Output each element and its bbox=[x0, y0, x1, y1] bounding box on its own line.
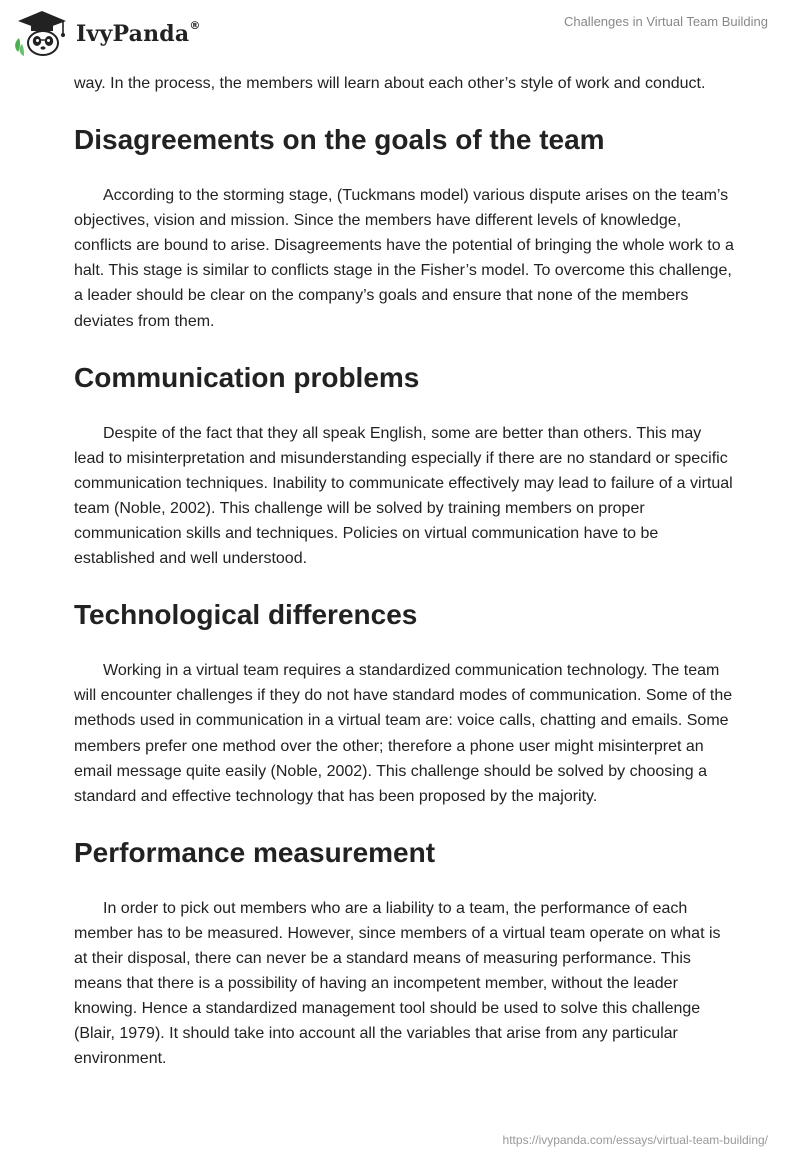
document-title: Challenges in Virtual Team Building bbox=[563, 14, 768, 29]
section-body-technology: Working in a virtual team requires a standardized communication technology. The team will encounter challenges if they do not have standard modes of communication. Some of the methods used in communication in a virtual team are: voice calls, chatting and emails. Some members prefer one method over the other; therefore a phone user might misinterpret an email message quite easily (Noble, 2002). This challenge should be solved by choosing a standard and effective technology that has been proposed by the majority. bbox=[74, 662, 733, 805]
section-body-communication: Despite of the fact that they all speak English, some are better than others. This may lead to misinterpretation and misunderstanding especially if there are no standard or specific communication techniques. Inability to communicate effectively may lead to failure of a virtual team (Noble, 2002). This challenge will be solved by training members on proper communication skills and techniques. Policies on virtual communication have to be established and well understood. bbox=[74, 424, 733, 568]
registered-mark: ® bbox=[189, 19, 201, 32]
panda-graduate-icon bbox=[14, 8, 70, 58]
section-heading-performance: Performance measurement bbox=[74, 836, 436, 868]
section-body-performance: In order to pick out members who are a liability to a team, the performance of each member has to be measured. However, since members of a virtual team operate on what is at their disposal, there can never be a standard means of measuring performance. This means that there is a possibility of having an incompetent member, without the leader knowing. Hence a standardized management tool should be used to solve this challenge (Blair, 1979). It should take into account all the variables that arise from any particular environment. bbox=[74, 899, 721, 1068]
section-heading-communication: Communication problems bbox=[74, 361, 420, 393]
page-header bbox=[0, 0, 800, 70]
section-heading-goals: Disagreements on the goals of the team bbox=[74, 124, 605, 156]
intro-paragraph: way. In the process, the members will learn about each other’s style of work and conduct. bbox=[74, 75, 706, 92]
section-heading-technology: Technological differences bbox=[74, 599, 418, 631]
brand-name bbox=[76, 21, 201, 47]
source-url-link[interactable]: https://ivypanda.com/essays/virtual-team-building/ bbox=[502, 1133, 768, 1147]
brand-label: IvyPanda bbox=[76, 21, 190, 47]
ivypanda-logo[interactable] bbox=[14, 8, 201, 58]
essay-content bbox=[74, 71, 734, 1071]
section-body-goals: According to the storming stage, (Tuckmans model) various dispute arises on the team’s objectives, vision and mission. Since the members have different levels of knowledge, conflicts are bound to arise. Disagreements have the potential of bringing the whole work to a halt. This stage is similar to conflicts stage in the Fisher’s model. To overcome this challenge, a leader should be clear on the company’s goals and ensure that none of the members deviates from them. bbox=[74, 187, 734, 330]
